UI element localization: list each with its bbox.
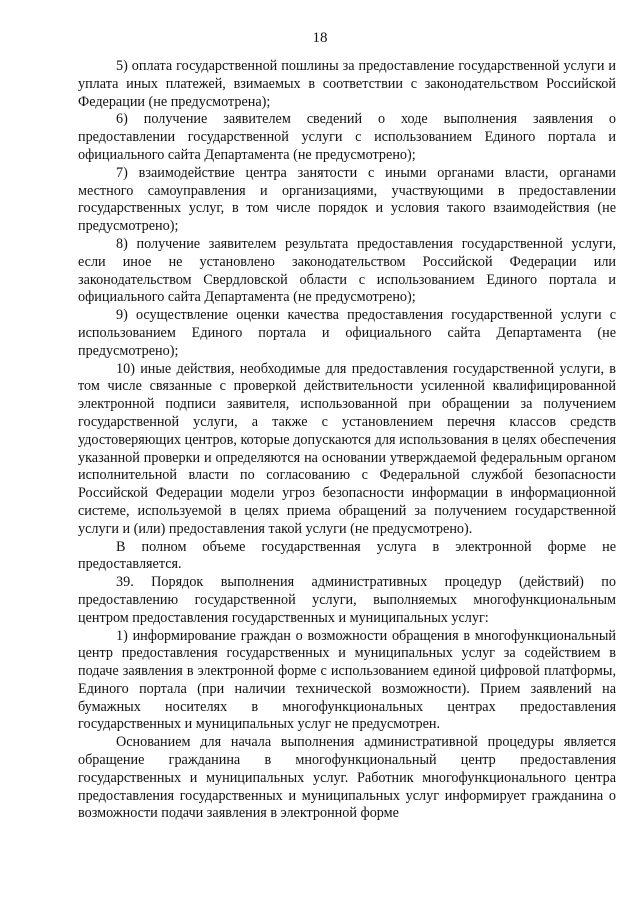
paragraph-item-6: 6) получение заявителем сведений о ходе выполнения заявления о предоставлении государственной услуги с использованием Единого портала и официального сайта Департамента (не предусмотрено); — [78, 111, 616, 163]
paragraph-item-7: 7) взаимодействие центра занятости с иными органами власти, органами местного самоуправления и организациями, участвующими в предоставлении государственных услуг, в том числе порядок и условия такого взаимодействия (не предусмотрено); — [78, 164, 616, 235]
document-body — [78, 58, 616, 823]
page-number: 18 — [312, 30, 328, 46]
paragraph-item-8: 8) получение заявителем результата предоставления государственной услуги, если иное не установлено законодательством Российской Федерации или законодательством Свердловской области с использованием Единого портала и официального сайта Департамента (не предусмотрено); — [78, 235, 616, 306]
paragraph-item-9: 9) осуществление оценки качества предоставления государственной услуги с использованием Единого портала и официального сайта Департамента (не предусмотрено); — [78, 307, 616, 359]
paragraph-39-item-1: 1) информирование граждан о возможности обращения в многофункциональный центр предоставления государственных и муниципальных услуг за содействием в подаче заявления в электронной форме с использованием единой цифровой платформы, Единого портала (при наличии технической возможности). Прием заявлений на бумажных носителях в многофункциональных центрах предоставления государственных и муниципальных услуг не предусмотрен. — [78, 627, 616, 733]
paragraph-section-39: 39. Порядок выполнения административных процедур (действий) по предоставлению государственной услуги, выполняемых многофункциональным центром предоставления государственных и муниципальных услуг: — [78, 574, 616, 626]
paragraph-item-5: 5) оплата государственной пошлины за предоставление государственной услуги и уплата иных платежей, взимаемых в соответствии с законодательством Российской Федерации (не предусмотрена); — [78, 58, 616, 110]
paragraph-item-10: 10) иные действия, необходимые для предоставления государственной услуги, в том числе связанные с проверкой действительности усиленной квалифицированной электронной подписи заявителя, использованной при обращении за получением государственной услуги, а также с установлением перечня классов средств удостоверяющих центров, которые допускаются для использования в целях обеспечения указанной проверки и определяются на основании утверждаемой федеральным органом исполнительной власти по согласованию с Федеральной службой безопасности Российской Федерации модели угроз безопасности информации в информационной системе, используемой в целях приема обращений за получением государственной услуги и (или) предоставления такой услуги (не предусмотрено). — [78, 360, 616, 537]
paragraph-electronic-form-note: В полном объеме государственная услуга в электронной форме не предоставляется. — [78, 538, 616, 573]
paragraph-procedure-basis: Основанием для начала выполнения административной процедуры является обращение гражданина в многофункциональный центр предоставления государственных и муниципальных услуг. Работник многофункционального центра предоставления государственных и муниципальных услуг информирует гражданина о возможности подачи заявления в электронной форме — [78, 734, 616, 822]
